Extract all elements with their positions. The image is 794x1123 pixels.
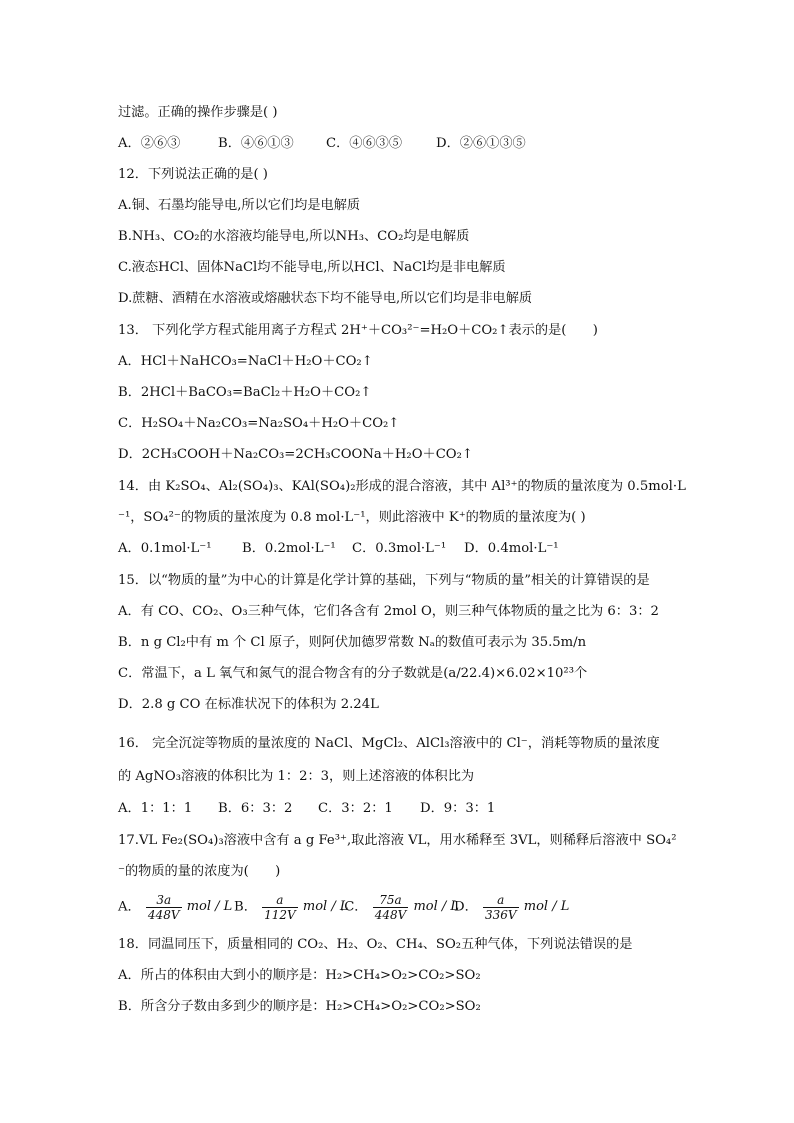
q11-option-b: B．④⑥①③ <box>218 136 294 151</box>
q13-option-a: A．HCl＋NaHCO₃=NaCl＋H₂O＋CO₂↑ <box>118 354 373 369</box>
q17-option-d-fraction <box>483 893 519 922</box>
q17-stem-line1: 17.VL Fe₂(SO₄)₃溶液中含有 a g Fe³⁺,取此溶液 VL，用水稀释至 3VL，则稀释后溶液中 SO₄² <box>118 833 677 848</box>
q17-option-d <box>454 892 569 923</box>
q12-option-a: A.铜、石墨均能导电,所以它们均是电解质 <box>118 198 361 213</box>
q17-option-b-fraction <box>262 893 298 922</box>
q15-option-b: B．n g Cl₂中有 m 个 Cl 原子，则阿伏加德罗常数 Nₐ的数值可表示为 35.5m/n <box>118 635 587 650</box>
q12-option-b: B.NH₃、CO₂的水溶液均能导电,所以NH₃、CO₂均是电解质 <box>118 229 470 244</box>
q17-option-b-numerator: a <box>262 893 298 908</box>
q18-option-a: A．所占的体积由大到小的顺序是：H₂>CH₄>O₂>CO₂>SO₂ <box>118 968 481 983</box>
q14-stem-line1: 14．由 K₂SO₄、Al₂(SO₄)₃、KAl(SO₄)₂形成的混合溶液，其中 Al³⁺的物质的量浓度为 0.5mol·L <box>118 479 686 494</box>
q13-option-b: B．2HCl＋BaCO₃=BaCl₂＋H₂O＋CO₂↑ <box>118 385 372 400</box>
q17-option-d-numerator: a <box>483 893 519 908</box>
q14-option-b: B．0.2mol·L⁻¹ <box>242 541 336 556</box>
q17-option-b <box>234 892 348 923</box>
q16-stem-line1: 16． 完全沉淀等物质的量浓度的 NaCl、MgCl₂、AlCl₃溶液中的 Cl⁻，消耗等物质的量浓度 <box>118 736 660 751</box>
q12-option-c: C.液态HCl、固体NaCl均不能导电,所以HCl、NaCl均是非电解质 <box>118 260 506 275</box>
q17-option-c-fraction <box>373 893 409 922</box>
q11-option-c: C．④⑥③⑤ <box>326 136 403 151</box>
q17-option-c-unit: mol / L <box>413 899 460 914</box>
q17-option-c-denominator: 448V <box>374 907 407 922</box>
q11-stem-tail: 过滤。正确的操作步骤是( ) <box>118 105 278 120</box>
q13-option-d: D．2CH₃COOH＋Na₂CO₃=2CH₃COONa＋H₂O＋CO₂↑ <box>118 447 473 462</box>
q14-option-c: C．0.3mol·L⁻¹ <box>352 541 447 556</box>
q16-option-d: D．9：3：1 <box>420 801 496 816</box>
q14-option-d: D．0.4mol·L⁻¹ <box>464 541 559 556</box>
q17-option-c-numerator: 75a <box>373 893 409 908</box>
q15-option-a: A．有 CO、CO₂、O₃三种气体，它们各含有 2mol O，则三种气体物质的量之比为 6：3：2 <box>118 604 659 619</box>
q17-option-d-unit: mol / L <box>523 899 570 914</box>
q15-option-d: D．2.8 g CO 在标准状况下的体积为 2.24L <box>118 697 379 712</box>
q17-option-b-label: B． <box>234 899 257 915</box>
q16-stem-line2: 的 AgNO₃溶液的体积比为 1：2：3，则上述溶液的体积比为 <box>118 769 475 784</box>
q16-option-a: A．1：1：1 <box>118 801 193 816</box>
q14-option-a: A．0.1mol·L⁻¹ <box>118 541 212 556</box>
q11-option-d: D．②⑥①③⑤ <box>436 136 526 151</box>
q18-stem: 18．同温同压下，质量相同的 CO₂、H₂、O₂、CH₄、SO₂五种气体，下列说法错误的是 <box>118 937 633 952</box>
q17-option-a-numerator: 3a <box>146 893 182 908</box>
q12-stem: 12．下列说法正确的是( ) <box>118 167 268 182</box>
q17-stem-line2: ⁻的物质的量的浓度为( ) <box>118 864 281 879</box>
q17-option-b-unit: mol / L <box>302 899 349 914</box>
q17-option-a <box>118 892 232 923</box>
q15-option-c: C．常温下，a L 氧气和氮气的混合物含有的分子数就是(a/22.4)×6.02×10²³个 <box>118 666 588 681</box>
q17-option-a-fraction <box>146 893 182 922</box>
q16-option-c: C．3：2：1 <box>318 801 393 816</box>
q17-option-a-label: A． <box>118 899 141 915</box>
q13-stem: 13． 下列化学方程式能用离子方程式 2H⁺＋CO₃²⁻=H₂O＋CO₂↑表示的是( ) <box>118 323 598 338</box>
q12-option-d: D.蔗糖、酒精在水溶液或熔融状态下均不能导电,所以它们均是非电解质 <box>118 291 533 306</box>
q17-option-b-denominator: 112V <box>264 907 296 922</box>
q18-option-b: B．所含分子数由多到少的顺序是：H₂>CH₄>O₂>CO₂>SO₂ <box>118 999 481 1014</box>
q15-stem: 15．以“物质的量”为中心的计算是化学计算的基础，下列与“物质的量”相关的计算错误的是 <box>118 573 650 588</box>
q16-option-b: B．6：3：2 <box>218 801 293 816</box>
q13-option-c: C．H₂SO₄＋Na₂CO₃=Na₂SO₄＋H₂O＋CO₂↑ <box>118 416 400 431</box>
q17-option-d-label: D． <box>454 899 478 915</box>
q17-option-c-label: .C． <box>340 899 368 915</box>
q17-option-a-unit: mol / L <box>186 899 233 914</box>
q11-option-a: A．②⑥③ <box>118 136 181 151</box>
q17-option-c <box>340 892 459 923</box>
q17-option-d-denominator: 336V <box>484 907 517 922</box>
q14-stem-line2: ⁻¹，SO₄²⁻的物质的量浓度为 0.8 mol·L⁻¹，则此溶液中 K⁺的物质的量浓度为( ) <box>118 510 586 525</box>
q17-option-a-denominator: 448V <box>147 907 180 922</box>
